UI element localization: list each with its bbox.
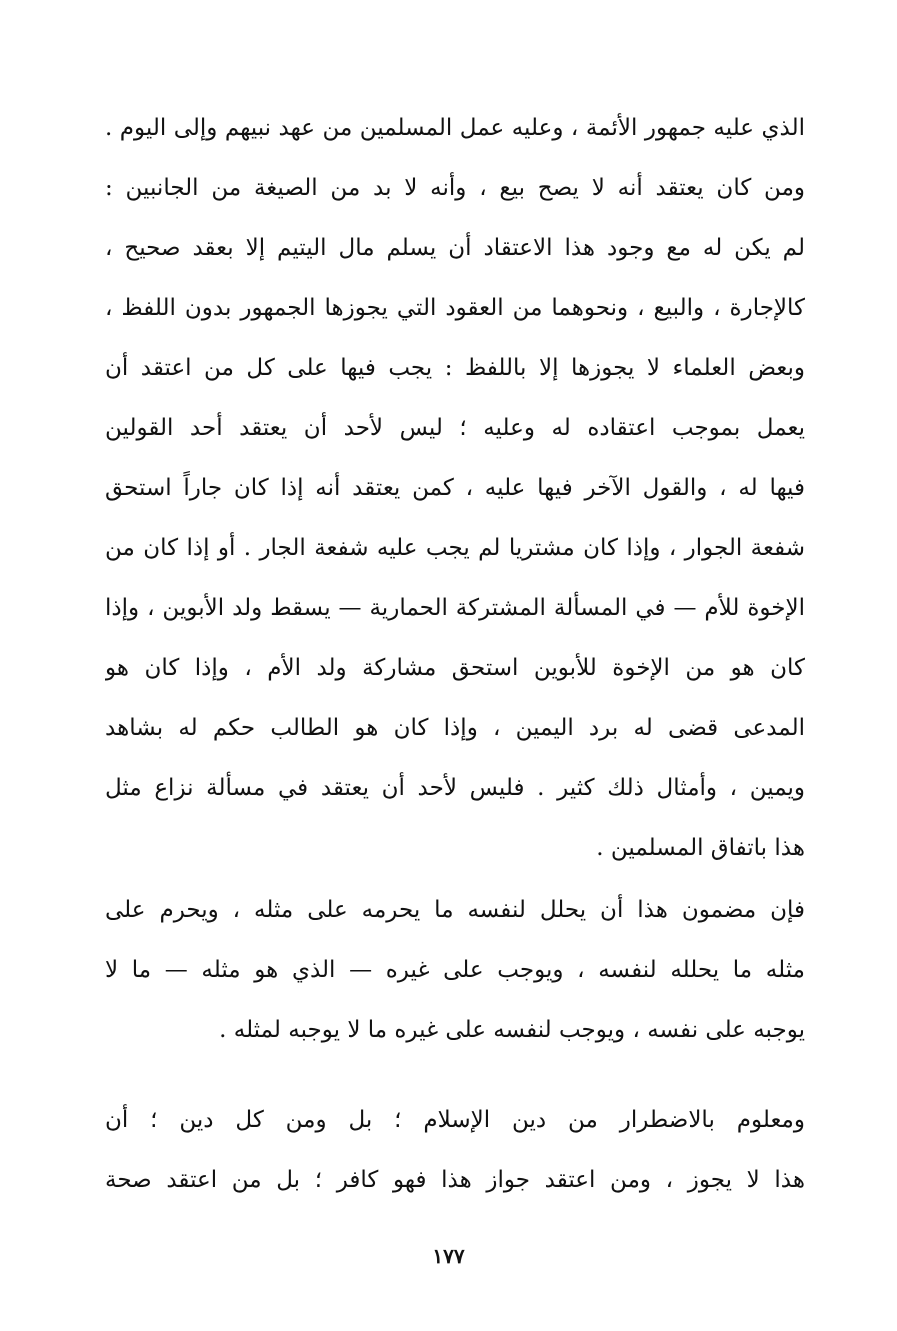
text-line: ومن كان يعتقد أنه لا يصح بيع ، وأنه لا بد من الصيغة من الجانبين : [105, 175, 805, 201]
text-line: مثله ما يحلله لنفسه ، ويوجب على غيره — الذي هو مثله — ما لا [105, 957, 805, 983]
text-line: الذي عليه جمهور الأئمة ، وعليه عمل المسلمين من عهد نبيهم وإلى اليوم . [105, 115, 805, 141]
text-line: الإخوة للأم — في المسألة المشتركة الحمارية — يسقط ولد الأبوين ، وإذا [105, 595, 805, 621]
text-line: فإن مضمون هذا أن يحلل لنفسه ما يحرمه على مثله ، ويحرم على [105, 897, 805, 923]
text-line: ومعلوم بالاضطرار من دين الإسلام ؛ بل ومن كل دين ؛ أن [105, 1107, 805, 1133]
text-line: المدعى قضى له برد اليمين ، وإذا كان هو الطالب حكم له بشاهد [105, 715, 805, 741]
text-line: ويمين ، وأمثال ذلك كثير . فليس لأحد أن يعتقد في مسألة نزاع مثل [105, 775, 805, 801]
text-line: كالإجارة ، والبيع ، ونحوهما من العقود التي يجوزها الجمهور بدون اللفظ ، [105, 295, 805, 321]
text-line: فيها له ، والقول الآخر فيها عليه ، كمن يعتقد أنه إذا كان جاراً استحق [105, 475, 805, 501]
paragraph-3 [105, 1090, 805, 1210]
text-line: وبعض العلماء لا يجوزها إلا باللفظ : يجب فيها على كل من اعتقد أن [105, 355, 805, 381]
paragraph-1 [105, 98, 805, 878]
paragraph-2 [105, 880, 805, 1060]
text-line: هذا لا يجوز ، ومن اعتقد جواز هذا فهو كافر ؛ بل من اعتقد صحة [105, 1167, 805, 1193]
text-line: كان هو من الإخوة للأبوين استحق مشاركة ولد الأم ، وإذا كان هو [105, 655, 805, 681]
text-line: يعمل بموجب اعتقاده له وعليه ؛ ليس لأحد أن يعتقد أحد القولين [105, 415, 805, 441]
text-line: يوجبه على نفسه ، ويوجب لنفسه على غيره ما لا يوجبه لمثله . [219, 1017, 805, 1043]
text-line: شفعة الجوار ، وإذا كان مشتريا لم يجب عليه شفعة الجار . أو إذا كان من [105, 535, 805, 561]
page-number: ١٧٧ [432, 1244, 465, 1268]
text-line: هذا باتفاق المسلمين . [596, 835, 805, 861]
text-line: لم يكن له مع وجود هذا الاعتقاد أن يسلم مال اليتيم إلا بعقد صحيح ، [105, 235, 805, 261]
